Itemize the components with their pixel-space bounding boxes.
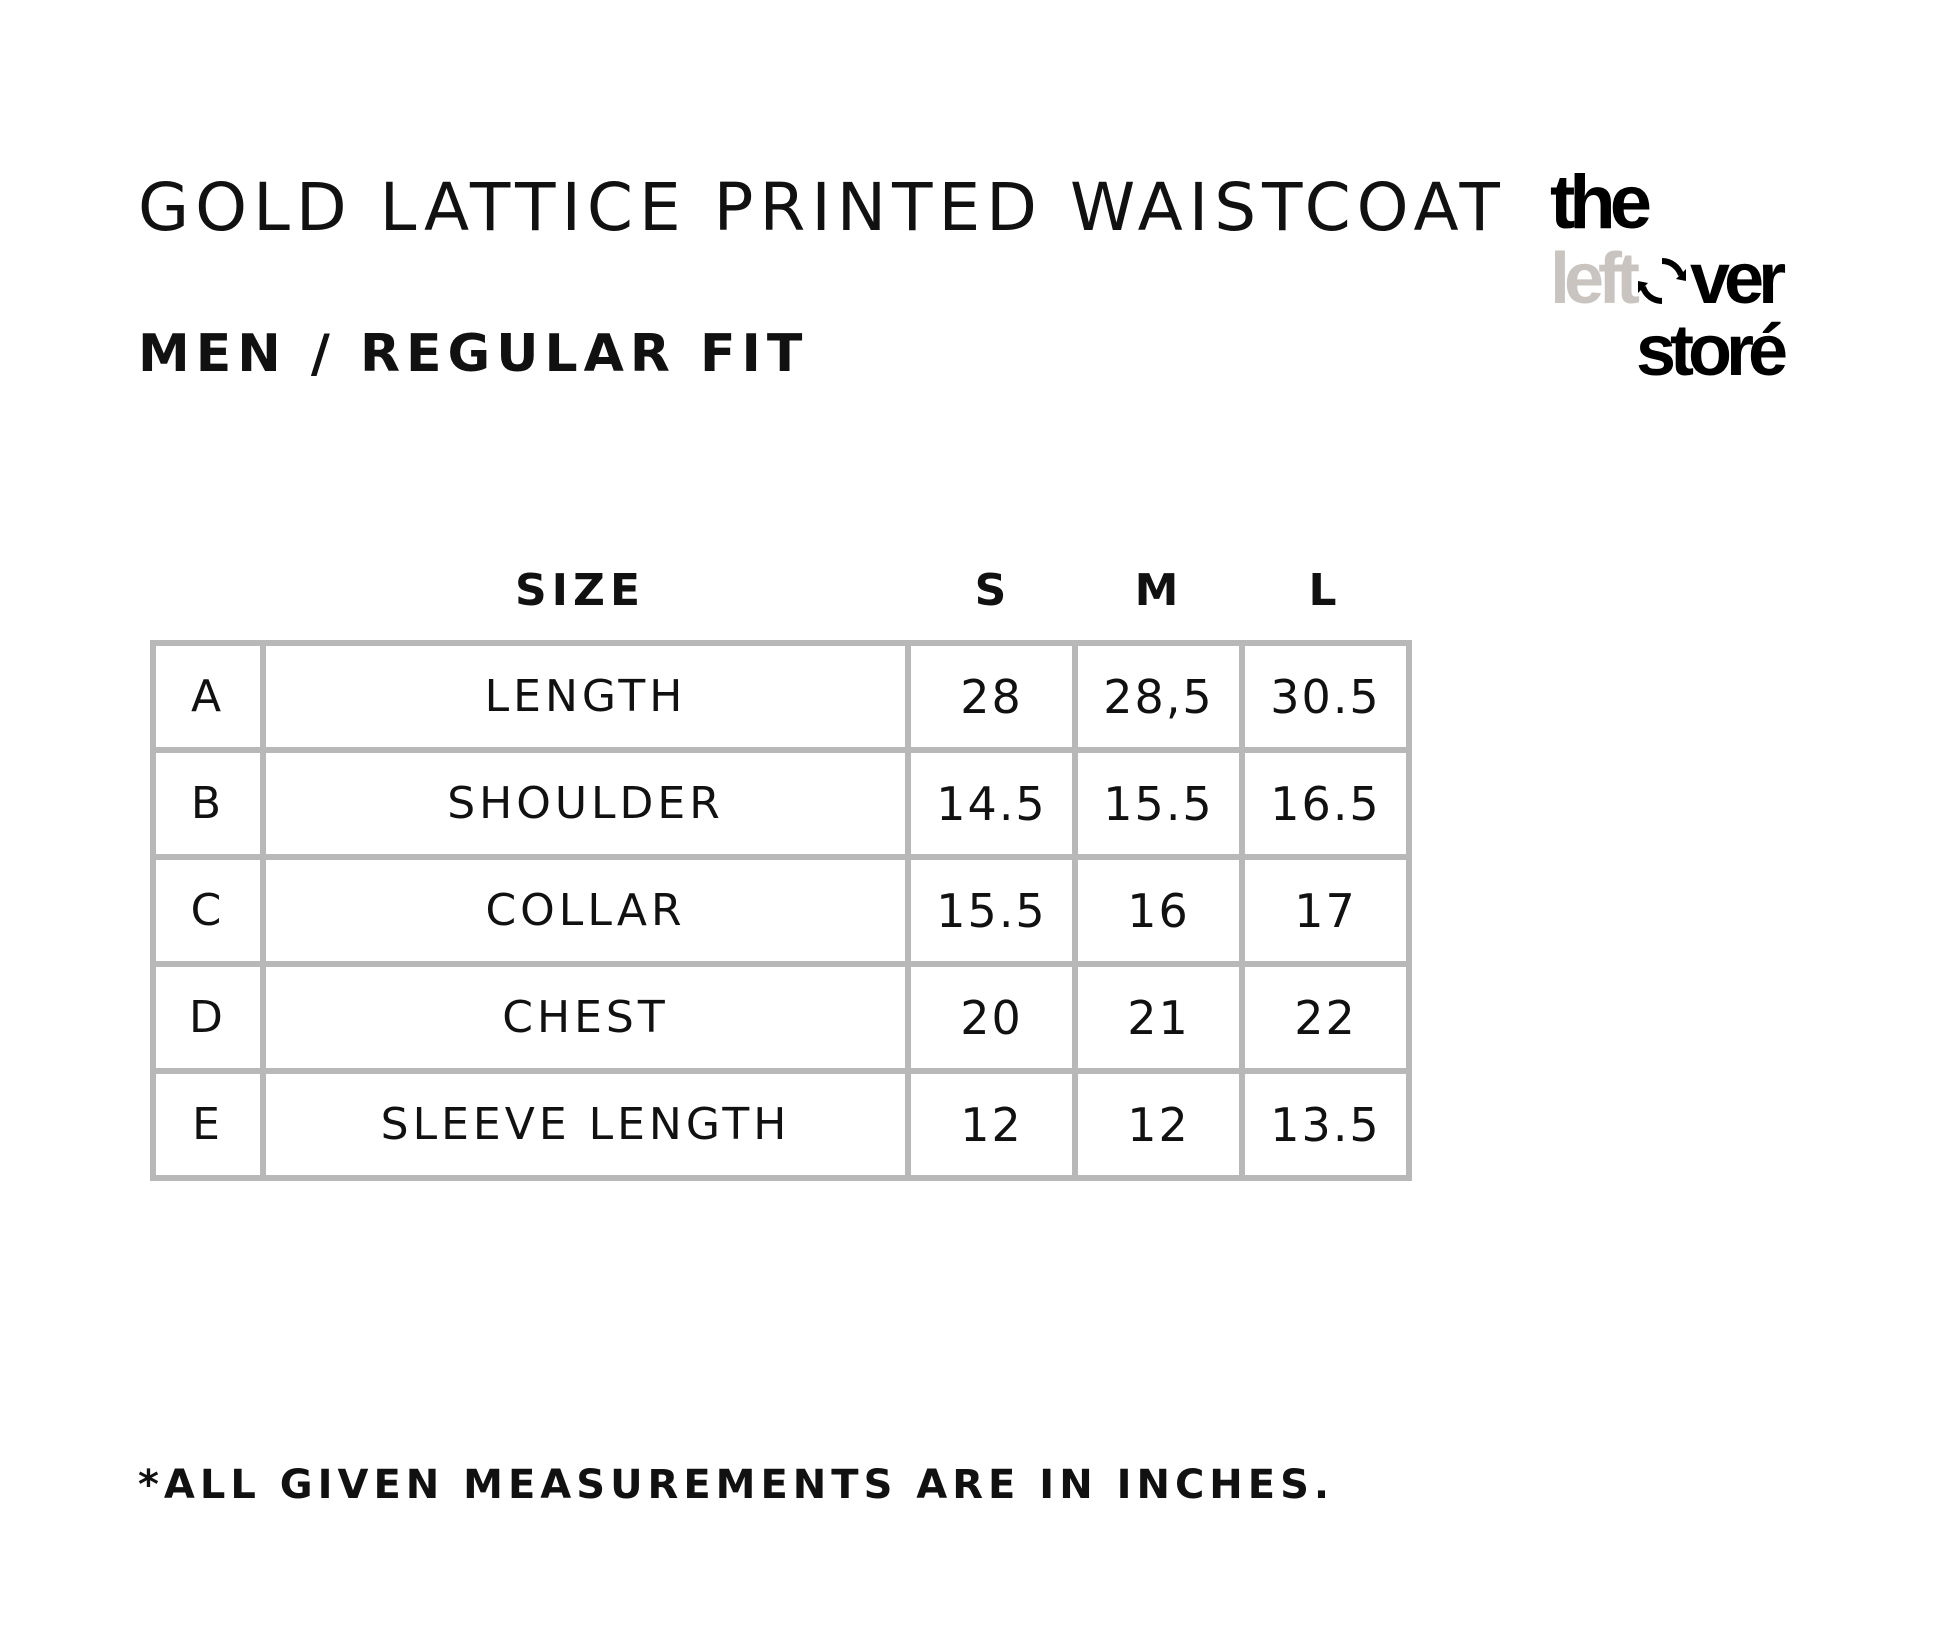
- measurement-value-cell: 15.5: [1075, 750, 1242, 857]
- logo-text-left: left: [1550, 239, 1634, 319]
- row-code-cell: D: [153, 964, 263, 1071]
- logo-line-the: the: [1550, 160, 1646, 245]
- table-row: [153, 857, 1409, 964]
- size-header-row: [150, 565, 1410, 625]
- brand-logo: [1540, 160, 1820, 395]
- measurement-value-cell: 13.5: [1242, 1071, 1409, 1178]
- measurement-name-cell: CHEST: [263, 964, 908, 1071]
- measurement-value-cell: 28: [908, 643, 1075, 750]
- size-chart-table: [150, 640, 1412, 1181]
- measurement-name-cell: SHOULDER: [263, 750, 908, 857]
- logo-line-leftover: [1550, 239, 1781, 319]
- size-header-l: L: [1308, 565, 1342, 616]
- row-code-cell: C: [153, 857, 263, 964]
- measurement-value-cell: 20: [908, 964, 1075, 1071]
- size-header-m: M: [1134, 565, 1184, 616]
- table-row: [153, 643, 1409, 750]
- measurement-value-cell: 28,5: [1075, 643, 1242, 750]
- measurement-value-cell: 22: [1242, 964, 1409, 1071]
- measurement-value-cell: 16.5: [1242, 750, 1409, 857]
- size-chart-body: [153, 643, 1409, 1178]
- table-row: [153, 1071, 1409, 1178]
- measurement-value-cell: 14.5: [908, 750, 1075, 857]
- measurement-value-cell: 15.5: [908, 857, 1075, 964]
- measurement-value-cell: 12: [908, 1071, 1075, 1178]
- measurement-footnote: *ALL GIVEN MEASUREMENTS ARE IN INCHES.: [138, 1462, 1335, 1508]
- page-title: GOLD LATTICE PRINTED WAISTCOAT: [138, 169, 1506, 246]
- measurement-name-cell: LENGTH: [263, 643, 908, 750]
- size-header-s: S: [974, 565, 1012, 616]
- measurement-value-cell: 17: [1242, 857, 1409, 964]
- table-row: [153, 750, 1409, 857]
- measurement-value-cell: 30.5: [1242, 643, 1409, 750]
- measurement-name-cell: SLEEVE LENGTH: [263, 1071, 908, 1178]
- row-code-cell: B: [153, 750, 263, 857]
- row-code-cell: A: [153, 643, 263, 750]
- measurement-value-cell: 16: [1075, 857, 1242, 964]
- logo-line-store: storé: [1636, 311, 1783, 391]
- measurement-value-cell: 21: [1075, 964, 1242, 1071]
- logo-text-ver: ver: [1690, 239, 1781, 319]
- measurement-name-cell: COLLAR: [263, 857, 908, 964]
- recycle-arrows-icon: [1636, 255, 1688, 307]
- measurement-value-cell: 12: [1075, 1071, 1242, 1178]
- fit-subtitle: MEN / REGULAR FIT: [138, 324, 809, 384]
- table-row: [153, 964, 1409, 1071]
- size-header-label: SIZE: [514, 565, 646, 616]
- row-code-cell: E: [153, 1071, 263, 1178]
